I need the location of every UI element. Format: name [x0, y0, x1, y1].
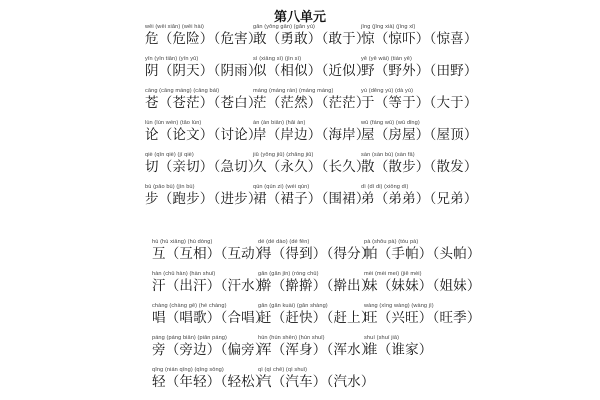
vocab-entry [253, 55, 370, 79]
pinyin-line: hàn (chū hàn) (hàn shuǐ) [152, 271, 216, 277]
word-line: 阴（阴天）（阴雨） [145, 63, 262, 79]
vocab-entry [361, 119, 478, 143]
pinyin-line: qì (qì chē) (qì shuǐ) [258, 367, 308, 373]
word-line: 论（论文）（讨论） [145, 127, 262, 143]
vocab-entry [145, 151, 262, 175]
vocab-entry [145, 183, 262, 207]
word-line: 汗（出汗）（汗水） [152, 278, 269, 294]
vocab-entry [361, 23, 478, 47]
pinyin-line: wēi (wēi xiǎn) (wēi hài) [145, 24, 204, 30]
pinyin-line: wū (fáng wū) (wū dǐng) [361, 120, 420, 126]
vocab-entry [145, 87, 262, 111]
word-line: 岸（岸边）（海岸） [253, 127, 370, 143]
word-line: 旁（旁边）（偏旁） [152, 342, 269, 358]
pinyin-line: dì (dì di) (xiōng dì) [361, 184, 409, 190]
pinyin-line: bù (pǎo bù) (jìn bù) [145, 184, 195, 190]
pinyin-line: cāng (cāng máng) (cāng bái) [145, 88, 220, 94]
word-line: 敢（勇敢）（敢于） [253, 31, 370, 47]
word-line: 苍（苍茫）（苍白） [145, 95, 262, 111]
page-title: 第八单元 [273, 10, 326, 25]
word-line: 得（得到）（得分） [258, 246, 375, 262]
vocab-entry [361, 87, 478, 111]
pinyin-line: àn (àn biān) (hǎi àn) [253, 120, 306, 126]
word-line: 茫（茫然）（茫茫） [253, 95, 370, 111]
word-line: 旺（兴旺）（旺季） [364, 310, 481, 326]
vocab-entry [145, 55, 262, 79]
word-line: 谁（谁家） [364, 342, 433, 358]
word-line: 浑（浑身）（浑水） [258, 342, 375, 358]
pinyin-line: yú (děng yú) (dà yú) [361, 88, 414, 94]
word-line: 帕（手帕）（头帕） [364, 246, 481, 262]
word-line: 裙（裙子）（围裙） [253, 191, 370, 207]
pinyin-line: gǎn (gǎn jǐn) (róng chū) [258, 271, 319, 277]
word-line: 似（相似）（近似） [253, 63, 370, 79]
word-line: 擀（擀擀）（擀出） [258, 278, 375, 294]
vocab-entry [253, 151, 370, 175]
pinyin-line: jīng (jīng xià) (jīng xǐ) [361, 24, 416, 30]
vocab-entry [145, 119, 262, 143]
word-line: 汽（汽车）（汽水） [258, 374, 375, 390]
vocab-entry [152, 366, 269, 390]
word-line: 惊（惊吓）（惊喜） [361, 31, 478, 47]
vocab-entry [152, 302, 269, 326]
word-line: 于（等于）（大于） [361, 95, 478, 111]
vocab-entry [364, 334, 433, 358]
pinyin-line: sàn (sàn bù) (sàn fā) [361, 152, 415, 158]
word-line: 危（危险）（危害） [145, 31, 262, 47]
vocab-entry [364, 302, 481, 326]
pinyin-line: pà (shǒu pà) (tóu pà) [364, 239, 419, 245]
vocab-entry [258, 366, 375, 390]
vocab-entry [258, 270, 375, 294]
word-line: 轻（年轻）（轻松） [152, 374, 269, 390]
pinyin-line: dé (dé dào) (dé fēn) [258, 239, 310, 245]
pinyin-line: sì (xiāng sì) (jìn sì) [253, 56, 302, 62]
word-line: 屋（房屋）（屋顶） [361, 127, 478, 143]
pinyin-line: gǎn (yǒng gǎn) (gǎn yú) [253, 24, 316, 30]
vocab-entry [253, 87, 370, 111]
pinyin-line: máng (máng rán) (máng máng) [253, 88, 334, 94]
vocab-entry [258, 334, 375, 358]
word-line: 弟（弟弟）（兄弟） [361, 191, 478, 207]
vocab-entry [152, 270, 269, 294]
pinyin-line: shuí (shuí jiā) [364, 335, 400, 341]
word-line: 切（亲切）（急切） [145, 159, 262, 175]
vocab-entry [258, 238, 375, 262]
word-line: 散（散步）（散发） [361, 159, 478, 175]
vocab-entry [361, 151, 478, 175]
vocab-entry [152, 334, 269, 358]
vocab-entry [253, 119, 370, 143]
pinyin-line: qīng (nián qīng) (qīng sōng) [152, 367, 224, 373]
pinyin-line: jiǔ (yǒng jiǔ) (zhǎng jiǔ) [253, 152, 314, 158]
word-line: 妹（妹妹）（姐妹） [364, 278, 481, 294]
pinyin-line: mèi (mèi mei) (jiě mèi) [364, 271, 422, 277]
word-line: 步（跑步）（进步） [145, 191, 262, 207]
pinyin-line: wàng (xìng wàng) (wàng jì) [364, 303, 434, 309]
vocab-entry [253, 23, 370, 47]
vocab-entry [145, 23, 262, 47]
word-line: 互（互相）（互动） [152, 246, 269, 262]
vocab-entry [364, 270, 481, 294]
pinyin-line: qún (qún zi) (wéi qún) [253, 184, 310, 190]
vocab-entry [152, 238, 269, 262]
word-line: 久（永久）（长久） [253, 159, 370, 175]
vocab-entry [253, 183, 370, 207]
pinyin-line: gǎn (gǎn kuài) (gǎn shàng) [258, 303, 328, 309]
vocab-entry [364, 238, 481, 262]
word-line: 唱（唱歌）（合唱） [152, 310, 269, 326]
pinyin-line: yě (yě wài) (tián yě) [361, 56, 412, 62]
pinyin-line: hù (hù xiāng) (hù dòng) [152, 239, 213, 245]
vocab-entry [258, 302, 375, 326]
pinyin-line: hún (hún shēn) (hún shuǐ) [258, 335, 325, 341]
word-line: 赶（赶快）（赶上） [258, 310, 375, 326]
word-line: 野（野外）（田野） [361, 63, 478, 79]
pinyin-line: qiè (qīn qiè) (jí qiè) [145, 152, 194, 158]
pinyin-line: yīn (yīn tiān) (yīn yǔ) [145, 56, 199, 62]
pinyin-line: páng (páng biān) (piān páng) [152, 335, 227, 341]
pinyin-line: chàng (chàng gē) (hé chàng) [152, 303, 227, 309]
vocab-entry [361, 55, 478, 79]
vocab-entry [361, 183, 478, 207]
pinyin-line: lùn (lùn wén) (tǎo lùn) [145, 120, 202, 126]
